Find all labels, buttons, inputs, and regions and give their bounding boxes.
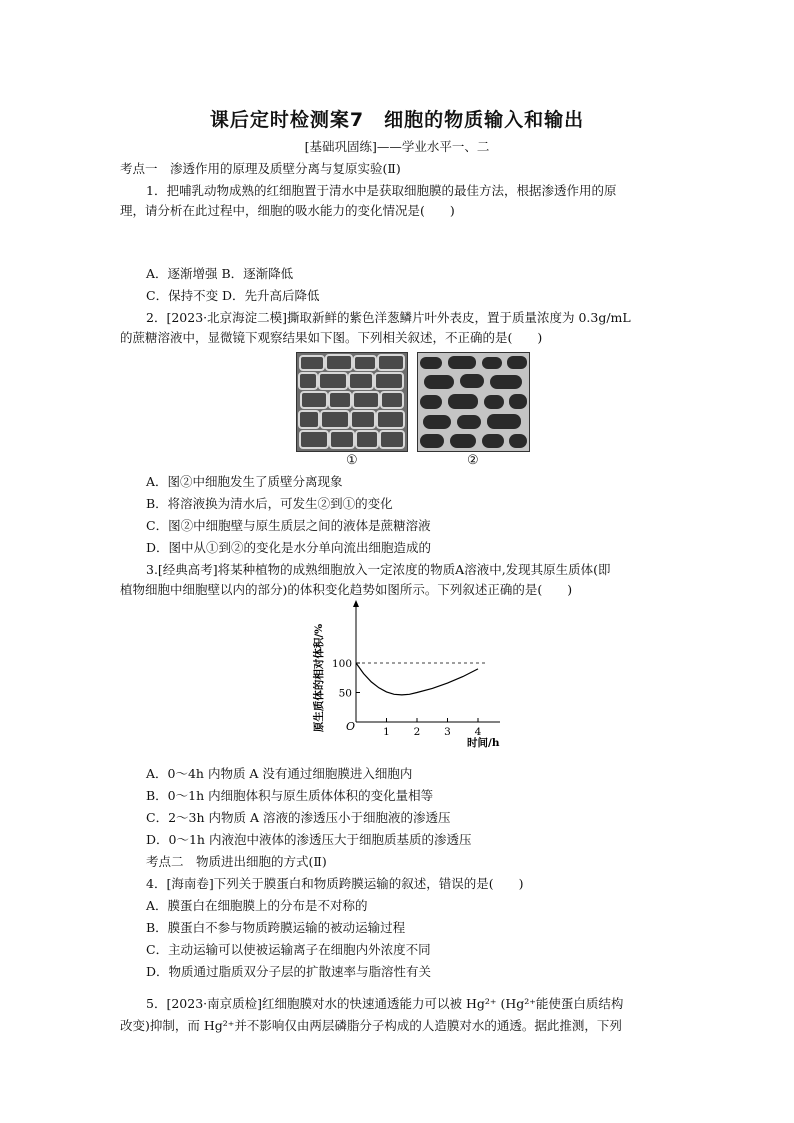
q4-option-c: C．主动运输可以使被运输离子在细胞内外浓度不同 [146, 942, 431, 957]
q5-stem-line2: 改变)抑制，而 Hg²⁺并不影响仅由两层磷脂分子构成的人造膜对水的通透。据此推测，下列 [120, 1018, 622, 1033]
q5-stem-line1: 5．[2023·南京质检]红细胞膜对水的快速通透能力可以被 Hg²⁺ (Hg²⁺能使蛋白质结构 [146, 996, 624, 1011]
q4-option-d: D．物质通过脂质双分子层的扩散速率与脂溶性有关 [146, 964, 432, 979]
y-axis-arrow [353, 600, 359, 607]
q4-option-b: B．膜蛋白不参与物质跨膜运输的被动运输过程 [146, 920, 406, 935]
x-tick-label-1: 1 [383, 726, 390, 738]
page-title: 课后定时检测案7 细胞的物质输入和输出 [209, 109, 585, 131]
q3-stem-line2: 植物细胞中细胞壁以内的部分)的体积变化趋势如图所示。下列叙述正确的是( ) [120, 582, 573, 597]
q1-options-ab: A．逐渐增强 B．逐渐降低 [146, 266, 294, 281]
micrograph-1 [296, 352, 408, 452]
q4-stem: 4．[海南卷]下列关于膜蛋白和物质跨膜运输的叙述，错误的是( ) [146, 876, 524, 891]
q1-options-cd: C．保持不变 D．先升高后降低 [146, 288, 320, 303]
micrograph-1-label: ① [346, 453, 358, 468]
micrograph-2-label: ② [467, 453, 479, 468]
q3-option-b: B．0～1h 内细胞体积与原生质体体积的变化量相等 [146, 788, 434, 803]
q2-option-d: D．图中从①到②的变化是水分单向流出细胞造成的 [146, 540, 432, 555]
volume-chart [310, 600, 510, 760]
q2-stem-line2: 的蔗糖溶液中，显微镜下观察结果如下图。下列相关叙述，不正确的是( ) [120, 330, 543, 345]
page-subtitle: [基础巩固练]——学业水平一、二 [304, 139, 490, 154]
x-tick-label-4: 4 [474, 726, 482, 738]
q4-option-a: A．膜蛋白在细胞膜上的分布是不对称的 [146, 898, 368, 913]
q3-option-d: D．0～1h 内液泡中液体的渗透压大于细胞质基质的渗透压 [146, 832, 472, 847]
x-tick-label-2: 2 [413, 726, 421, 738]
origin-label: O [346, 720, 356, 733]
q2-stem-line1: 2．[2023·北京海淀二模]撕取新鲜的紫色洋葱鳞片叶外表皮，置于质量浓度为 0.3g/mL [146, 310, 631, 325]
q2-option-b: B．将溶液换为清水后，可发生②到①的变化 [146, 496, 393, 511]
series-line [356, 663, 478, 695]
micrograph-2 [417, 352, 530, 452]
q3-option-c: C．2～3h 内物质 A 溶液的渗透压小于细胞液的渗透压 [146, 810, 451, 825]
q1-stem-line1: 1．把哺乳动物成熟的红细胞置于清水中是获取细胞膜的最佳方法，根据渗透作用的原 [146, 183, 617, 198]
q1-stem-line2: 理，请分析在此过程中，细胞的吸水能力的变化情况是( ) [120, 203, 455, 218]
q2-option-c: C．图②中细胞壁与原生质层之间的液体是蔗糖溶液 [146, 518, 431, 533]
x-tick-label-3: 3 [444, 726, 451, 738]
chart-ylabel: 原生质体的相对体积/% [313, 623, 325, 733]
chart-xlabel: 时间/h [467, 737, 500, 749]
y-tick-label-50: 50 [338, 687, 352, 700]
q3-option-a: A．0～4h 内物质 A 没有通过细胞膜进入细胞内 [146, 766, 413, 781]
q3-stem-line1: 3.[经典高考]将某种植物的成熟细胞放入一定浓度的物质A溶液中,发现其原生质体(即 [146, 562, 611, 577]
y-tick-label-100: 100 [331, 658, 352, 670]
q2-option-a: A．图②中细胞发生了质壁分离现象 [146, 474, 343, 489]
section-heading-1: 考点一 渗透作用的原理及质壁分离与复原实验(Ⅱ) [120, 161, 401, 176]
section-heading-2: 考点二 物质进出细胞的方式(Ⅱ) [146, 854, 327, 869]
